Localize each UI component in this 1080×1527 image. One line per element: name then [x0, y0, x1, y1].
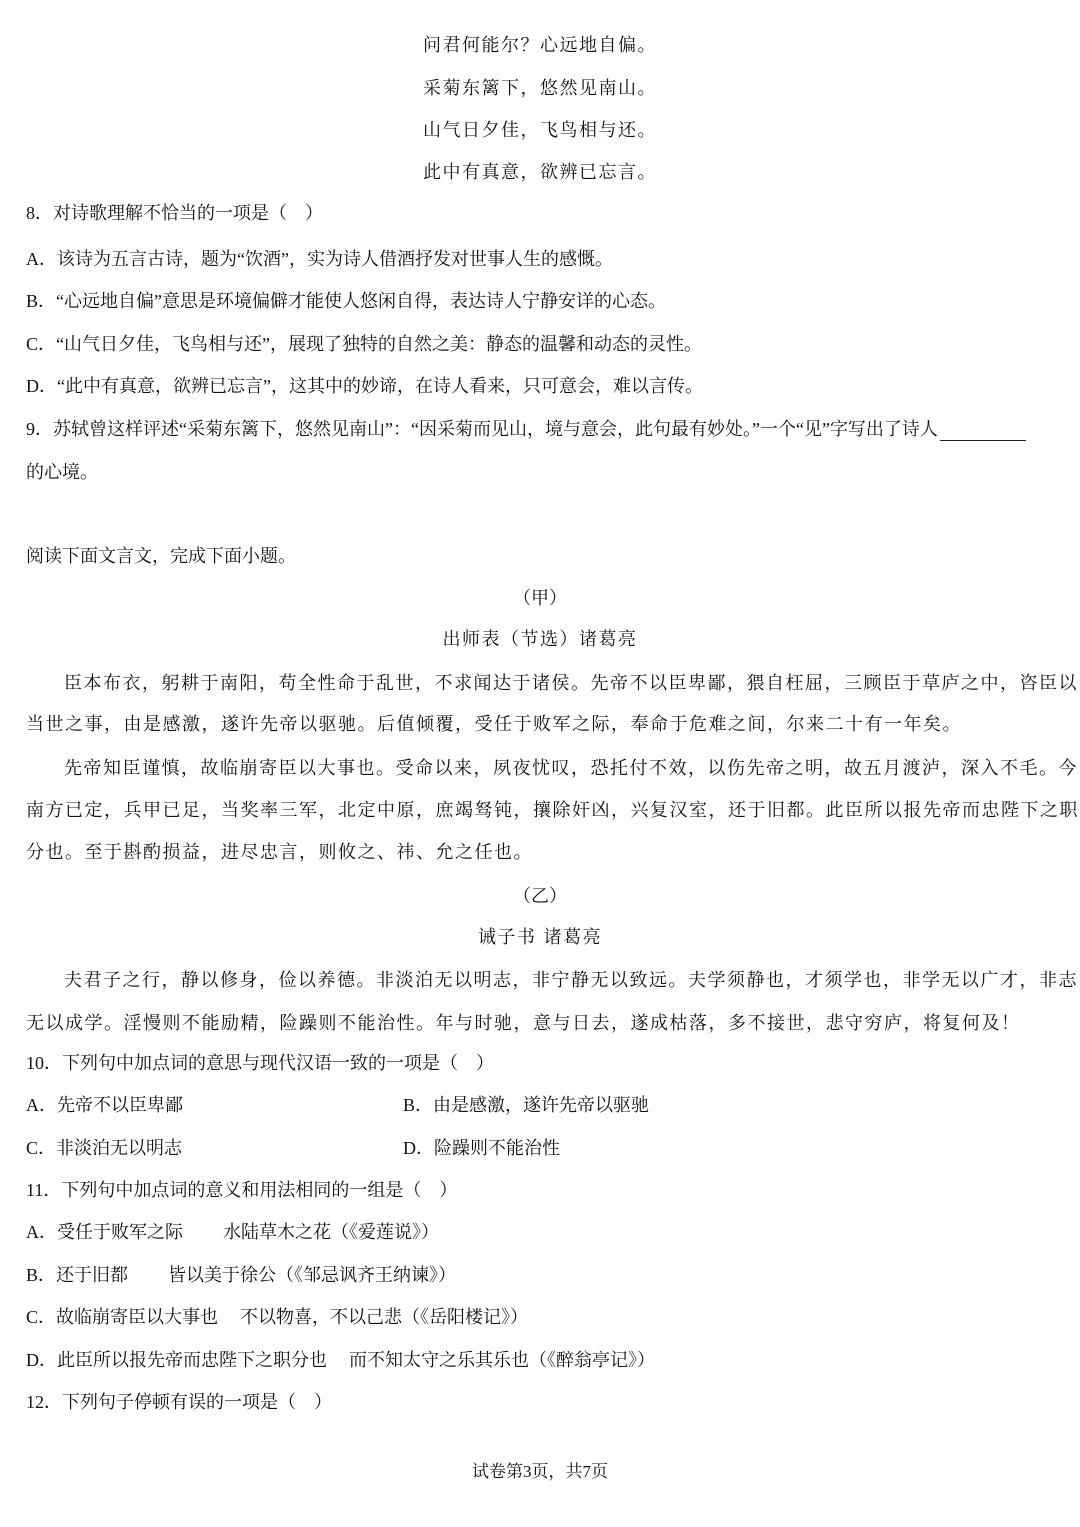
q11-b-part1: B．还于旧都	[26, 1265, 129, 1285]
q11-option-b	[26, 1263, 456, 1287]
reading-intro: 阅读下面文言文，完成下面小题。	[26, 546, 296, 566]
passage-jia-label: （甲）	[513, 588, 567, 608]
q8-option-c: C．“山气日夕佳，飞鸟相与还”，展现了独特的自然之美：静态的温馨和动态的灵性。	[26, 334, 702, 354]
q8-stem: 8．对诗歌理解不恰当的一项是（ ）	[26, 203, 323, 223]
passage-jia-title: 出师表（节选）诸葛亮	[442, 629, 638, 650]
passage-yi-text: 夫君子之行，静以修身，俭以养德。非淡泊无以明志，非宁静无以致远。夫学须静也，才须学也，非学无以广才，非志	[64, 970, 1078, 991]
passage-jia-text: 先帝知臣谨慎，故临崩寄臣以大事也。受命以来，夙夜忧叹，恐托付不效，以伤先帝之明，故五月渡泸，深入不毛。今	[64, 758, 1078, 779]
q10-stem: 10．下列句中加点词的意思与现代汉语一致的一项是（ ）	[26, 1053, 494, 1073]
q11-b-part2: 皆以美于徐公（《邹忌讽齐王纳谏》）	[168, 1265, 457, 1285]
q9-tail: 的心境。	[26, 462, 98, 482]
q11-d-part1: D．此臣所以报先帝而忠陛下之职分也	[26, 1350, 327, 1370]
q11-stem: 11．下列句中加点词的意义和用法相同的一组是（ ）	[26, 1180, 458, 1200]
passage-jia-text: 分也。至于斟酌损益，进尽忠言，则攸之、祎、允之任也。	[26, 842, 533, 863]
poem-line-3: 山气日夕佳，飞鸟相与还。	[423, 120, 657, 141]
q9-stem-line	[26, 417, 1026, 441]
poem-line-4: 此中有真意，欲辨已忘言。	[423, 162, 657, 183]
passage-jia-text: 臣本布衣，躬耕于南阳，苟全性命于乱世，不求闻达于诸侯。先帝不以臣卑鄙，猥自枉屈，三顾臣于草庐之中，咨臣以	[64, 673, 1078, 694]
q10-option-c: C．非淡泊无以明志	[26, 1138, 183, 1158]
q11-a-part2: 水陆草木之花（《爱莲说》）	[223, 1222, 439, 1242]
q9-stem: 9．苏轼曾这样评述“采菊东篱下，悠然见南山”：“因采菊而见山，境与意会，此句最有妙处。”一个“见”字写出了诗人	[26, 419, 938, 439]
q12-stem: 12．下列句子停顿有误的一项是（ ）	[26, 1392, 332, 1412]
q11-a-part1: A．受任于败军之际	[26, 1222, 183, 1242]
q11-option-a	[26, 1220, 439, 1244]
q10-option-a: A．先帝不以臣卑鄙	[26, 1095, 183, 1115]
q11-c-part1: C．故临崩寄臣以大事也	[26, 1307, 219, 1327]
q8-option-b: B．“心远地自偏”意思是环境偏僻才能使人悠闲自得，表达诗人宁静安详的心态。	[26, 291, 666, 311]
passage-yi-label: （乙）	[513, 886, 567, 906]
poem-line-2: 采菊东篱下，悠然见南山。	[423, 78, 657, 99]
passage-jia-text: 当世之事，由是感激，遂许先帝以驱驰。后值倾覆，受任于败军之际，奉命于危难之间，尔来二十有一年矣。	[26, 714, 962, 735]
q10-option-b: B．由是感激，遂许先帝以驱驰	[403, 1095, 650, 1115]
q8-option-d: D．“此中有真意，欲辨已忘言”，这其中的妙谛，在诗人看来，只可意会，难以言传。	[26, 376, 703, 396]
page-footer: 试卷第3页，共7页	[472, 1462, 608, 1481]
passage-yi-text: 无以成学。淫慢则不能励精，险躁则不能治性。年与时驰，意与日去，遂成枯落，多不接世，悲守穷庐，将复何及！	[26, 1013, 1021, 1034]
q9-answer-blank[interactable]	[940, 422, 1026, 441]
q10-option-d: D．险躁则不能治性	[403, 1138, 560, 1158]
poem-line-1: 问君何能尔？心远地自偏。	[423, 35, 657, 56]
q11-option-c	[26, 1305, 528, 1329]
q11-option-d	[26, 1348, 655, 1372]
q11-d-part2: 而不知太守之乐其乐也（《醉翁亭记》）	[349, 1350, 655, 1370]
q8-option-a: A．该诗为五言古诗，题为“饮酒”，实为诗人借酒抒发对世事人生的感慨。	[26, 249, 613, 269]
passage-yi-title: 诫子书 诸葛亮	[477, 927, 603, 948]
passage-jia-text: 南方已定，兵甲已足，当奖率三军，北定中原，庶竭驽钝，攘除奸凶，兴复汉室，还于旧都。此臣所以报先帝而忠陛下之职	[26, 800, 1079, 821]
q11-c-part2: 不以物喜，不以己悲（《岳阳楼记》）	[240, 1307, 529, 1327]
